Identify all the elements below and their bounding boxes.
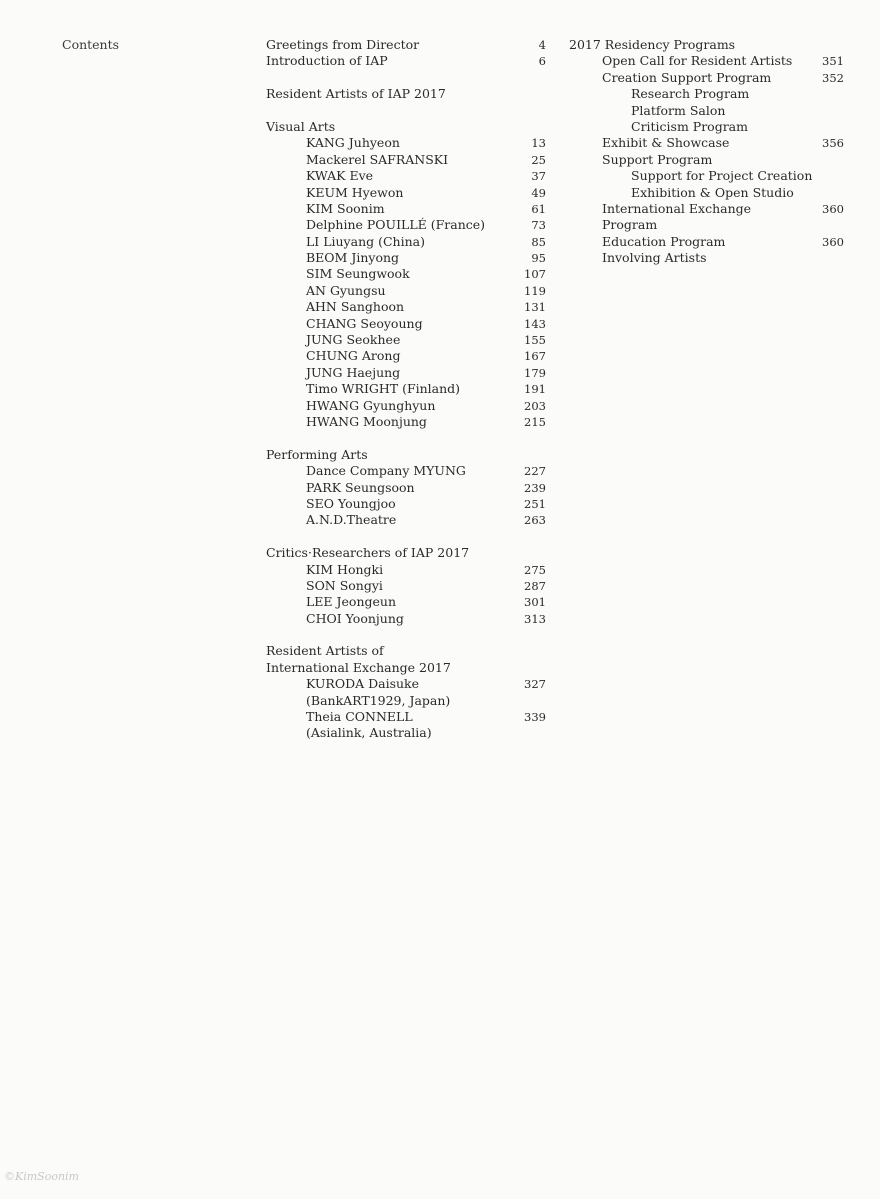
- toc-page-number: 73: [531, 218, 546, 233]
- toc-entry-label: Timo WRIGHT (Finland): [306, 381, 461, 397]
- toc-entry[interactable]: [266, 381, 546, 397]
- toc-page-number: 339: [524, 710, 546, 725]
- toc-entry-creation-support[interactable]: [569, 70, 844, 86]
- toc-page-number: 360: [822, 234, 844, 249]
- toc-entry-label: LEE Jeongeun: [306, 594, 397, 610]
- toc-entry-label: Exhibit & Showcase: [602, 135, 730, 151]
- toc-entry[interactable]: [266, 283, 546, 299]
- toc-entry-label: KWAK Eve: [306, 168, 374, 184]
- toc-page-number: 356: [822, 136, 844, 151]
- toc-entry[interactable]: [266, 365, 546, 381]
- toc-page-number: 155: [524, 333, 546, 348]
- toc-entry-label: Introduction of IAP: [266, 53, 388, 69]
- toc-entry-connell[interactable]: [266, 709, 546, 725]
- toc-entry-label: Support Program: [602, 151, 713, 167]
- toc-page-number: 6: [538, 54, 546, 69]
- toc-subentry[interactable]: Research Program: [631, 86, 750, 102]
- toc-entry-label: PARK Seungsoon: [306, 479, 415, 495]
- toc-page-number: 61: [531, 201, 546, 216]
- toc-entry-exhibit[interactable]: [569, 135, 844, 151]
- toc-entry[interactable]: [266, 168, 546, 184]
- section-heading-visual-arts: Visual Arts: [266, 118, 336, 134]
- toc-entry-label: HWANG Moonjung: [306, 413, 427, 429]
- toc-entry-label: KIM Hongki: [306, 561, 384, 577]
- toc-entry-label: Mackerel SAFRANSKI: [306, 151, 449, 167]
- toc-entry-greetings[interactable]: [266, 37, 546, 53]
- toc-entry-introduction[interactable]: [266, 53, 546, 69]
- toc-page-number: 301: [524, 595, 546, 610]
- toc-entry[interactable]: [266, 250, 546, 266]
- toc-entry-international-exchange-cont: Program: [602, 217, 658, 233]
- toc-entry[interactable]: [266, 562, 546, 578]
- toc-entry-label: A.N.D.Theatre: [306, 512, 397, 528]
- toc-page-number: 360: [822, 201, 844, 216]
- toc-page-number: 203: [524, 398, 546, 413]
- toc-subentry[interactable]: Exhibition & Open Studio: [631, 184, 794, 200]
- toc-page-number: 191: [524, 382, 546, 397]
- toc-entry-label: International Exchange: [602, 200, 752, 216]
- toc-entry-label: SIM Seungwook: [306, 266, 410, 282]
- toc-subentry[interactable]: Support for Project Creation: [631, 168, 813, 184]
- toc-entry-kuroda-affiliation: (BankART1929, Japan): [306, 692, 451, 708]
- toc-main-column: [266, 37, 546, 742]
- toc-entry-label: AHN Sanghoon: [306, 299, 405, 315]
- toc-entry[interactable]: [266, 201, 546, 217]
- section-heading-international-1: Resident Artists of: [266, 643, 384, 659]
- toc-page-number: 49: [531, 185, 546, 200]
- toc-programs-column: [569, 37, 844, 266]
- toc-entry[interactable]: [266, 480, 546, 496]
- toc-entry-label: CHUNG Arong: [306, 348, 401, 364]
- toc-page-number: 287: [524, 578, 546, 593]
- section-heading-critics: Critics·Researchers of IAP 2017: [266, 545, 470, 561]
- toc-entry[interactable]: [266, 594, 546, 610]
- toc-entry-label: LI Liuyang (China): [306, 233, 425, 249]
- toc-entry-label: Open Call for Resident Artists: [602, 53, 793, 69]
- performing-arts-list: [266, 463, 546, 529]
- toc-subentry[interactable]: Criticism Program: [631, 118, 748, 134]
- toc-page-number: 25: [531, 152, 546, 167]
- watermark: ©KimSoonim: [4, 1170, 79, 1183]
- toc-entry[interactable]: [266, 611, 546, 627]
- toc-page-number: 179: [524, 365, 546, 380]
- toc-entry-open-call[interactable]: [569, 53, 844, 69]
- toc-page-number: 327: [524, 677, 546, 692]
- toc-entry-kuroda[interactable]: [266, 676, 546, 692]
- toc-entry-label: JUNG Seokhee: [306, 332, 401, 348]
- toc-page-number: 37: [531, 169, 546, 184]
- toc-entry[interactable]: [266, 348, 546, 364]
- toc-page-number: 227: [524, 464, 546, 479]
- toc-entry[interactable]: [266, 512, 546, 528]
- toc-entry[interactable]: [266, 496, 546, 512]
- toc-page-number: 251: [524, 496, 546, 511]
- toc-subentry[interactable]: Platform Salon: [631, 102, 726, 118]
- toc-page-number: 351: [822, 54, 844, 69]
- visual-arts-list: [266, 135, 546, 430]
- toc-page-number: 263: [524, 513, 546, 528]
- toc-entry-label: Involving Artists: [602, 250, 707, 266]
- toc-entry-label: Theia CONNELL: [306, 709, 413, 725]
- section-heading-residency-programs: 2017 Residency Programs: [569, 37, 736, 52]
- toc-entry-label: JUNG Haejung: [306, 364, 401, 380]
- toc-page-number: 239: [524, 480, 546, 495]
- contents-title: Contents: [62, 37, 120, 52]
- toc-page-number: 275: [524, 562, 546, 577]
- toc-entry[interactable]: [266, 266, 546, 282]
- toc-entry-label: Dance Company MYUNG: [306, 463, 466, 479]
- section-heading-performing-arts: Performing Arts: [266, 446, 368, 462]
- toc-entry-international-exchange[interactable]: [569, 201, 844, 217]
- toc-page-number: 143: [524, 316, 546, 331]
- toc-entry-label: Delphine POUILLÉ (France): [306, 217, 486, 233]
- toc-entry-label: KURODA Daisuke: [306, 676, 420, 692]
- toc-entry-label: KANG Juhyeon: [306, 135, 400, 151]
- toc-page-number: 313: [524, 611, 546, 626]
- toc-page-number: 167: [524, 349, 546, 364]
- toc-entry-label: Greetings from Director: [266, 37, 420, 52]
- toc-page-number: 119: [524, 283, 546, 298]
- toc-entry-support[interactable]: [569, 152, 844, 168]
- toc-page-number: 215: [524, 414, 546, 429]
- toc-entry-label: HWANG Gyunghyun: [306, 397, 436, 413]
- toc-entry[interactable]: [266, 217, 546, 233]
- toc-entry-education[interactable]: [569, 234, 844, 250]
- toc-entry-label: KEUM Hyewon: [306, 184, 404, 200]
- toc-entry-label: AN Gyungsu: [306, 282, 386, 298]
- toc-entry-label: BEOM Jinyong: [306, 250, 400, 266]
- section-heading-international-2: International Exchange 2017: [266, 659, 451, 675]
- toc-entry-label: KIM Soonim: [306, 200, 385, 216]
- toc-entry[interactable]: [266, 578, 546, 594]
- toc-page-number: 95: [531, 251, 546, 266]
- toc-entry[interactable]: [266, 185, 546, 201]
- toc-entry[interactable]: [266, 234, 546, 250]
- toc-page-number: 131: [524, 300, 546, 315]
- toc-entry[interactable]: [266, 152, 546, 168]
- toc-entry[interactable]: [266, 135, 546, 151]
- critics-list: [266, 562, 546, 628]
- toc-entry[interactable]: [266, 463, 546, 479]
- toc-entry-label: SEO Youngjoo: [306, 495, 396, 511]
- toc-page-number: 352: [822, 70, 844, 85]
- toc-page-number: 13: [531, 136, 546, 151]
- section-heading-resident-artists: Resident Artists of IAP 2017: [266, 86, 446, 102]
- toc-entry[interactable]: [266, 299, 546, 315]
- toc-page-number: 4: [538, 38, 546, 52]
- toc-entry[interactable]: [266, 316, 546, 332]
- toc-entry-involving-artists[interactable]: [569, 250, 844, 266]
- toc-entry-label: Creation Support Program: [602, 69, 772, 85]
- toc-entry[interactable]: [266, 414, 546, 430]
- toc-entry-label: CHOI Yoonjung: [306, 610, 404, 626]
- toc-entry[interactable]: [266, 332, 546, 348]
- toc-entry-label: SON Songyi: [306, 577, 383, 593]
- toc-entry-label: Education Program: [602, 233, 726, 249]
- toc-page-number: 107: [524, 267, 546, 282]
- toc-entry-connell-affiliation: (Asialink, Australia): [306, 725, 432, 741]
- toc-entry[interactable]: [266, 398, 546, 414]
- toc-entry-label: CHANG Seoyoung: [306, 315, 423, 331]
- toc-page-number: 85: [531, 234, 546, 249]
